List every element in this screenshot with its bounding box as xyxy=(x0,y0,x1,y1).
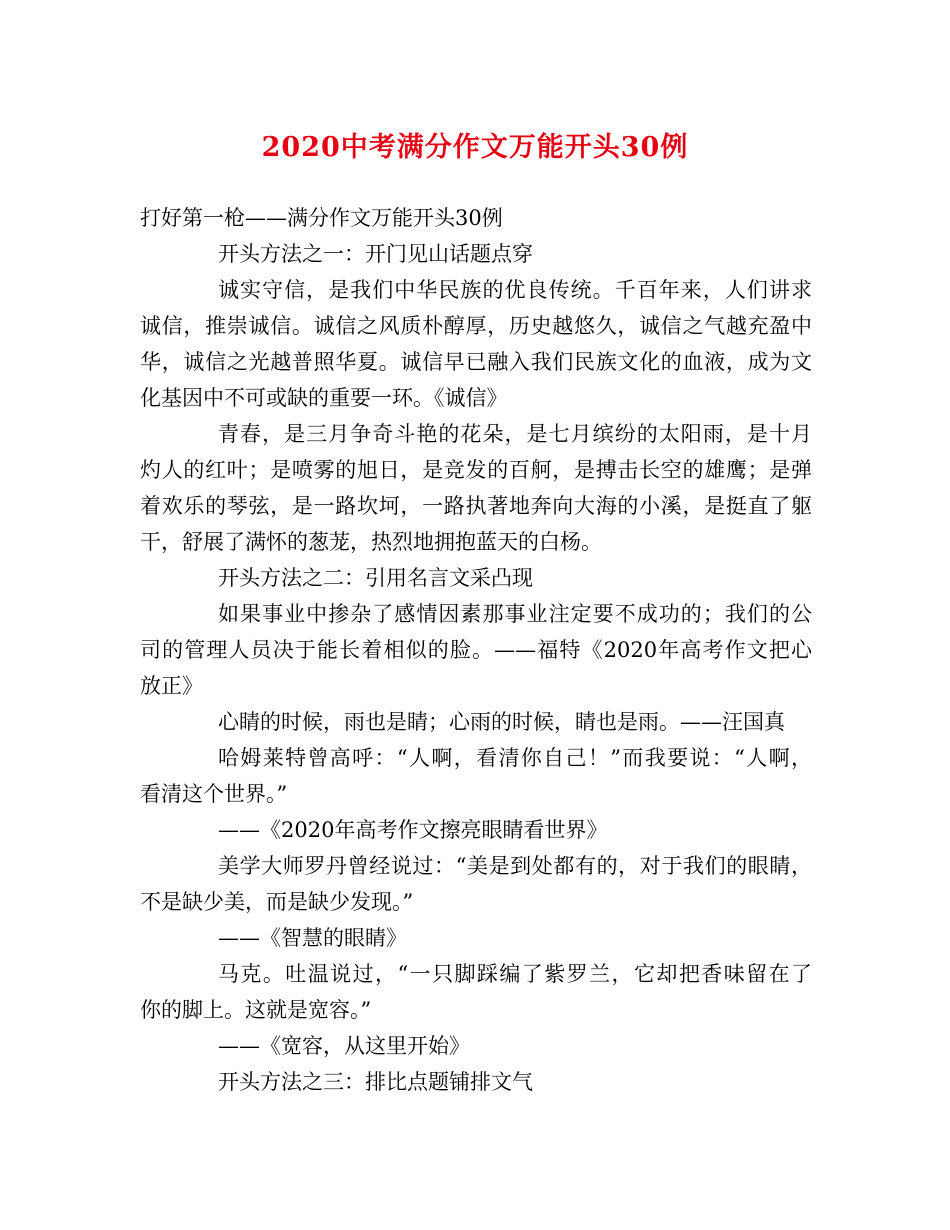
paragraph-line: 干，舒展了满怀的葱茏，热烈地拥抱蓝天的白杨。 xyxy=(140,530,602,554)
quote-source: ——《智慧的眼睛》 xyxy=(218,926,407,950)
quote-line: 哈姆莱特曾高呼：“人啊，看清你自己！”而我要说：“人啊， xyxy=(218,746,812,770)
method-heading-3: 开头方法之三：排比点题铺排文气 xyxy=(218,1070,533,1094)
paragraph-line: 诚实守信，是我们中华民族的优良传统。千百年来，人们讲求 xyxy=(218,278,812,302)
quote-line: 马克。吐温说过，“一只脚踩编了紫罗兰，它却把香味留在了 xyxy=(218,962,812,986)
quote-source: ——《2020年高考作文擦亮眼睛看世界》 xyxy=(218,818,608,842)
paragraph-line: 诚信，推崇诚信。诚信之风质朴醇厚，历史越悠久，诚信之气越充盈中 xyxy=(140,314,812,338)
paragraph-line: 灼人的红叶；是喷雾的旭日，是竞发的百舸，是搏击长空的雄鹰；是弹 xyxy=(140,458,812,482)
document-title: 2020中考满分作文万能开头30例 xyxy=(261,132,689,163)
method-heading-2: 开头方法之二：引用名言文采凸现 xyxy=(218,566,533,590)
method-heading-1: 开头方法之一：开门见山话题点穿 xyxy=(218,242,533,266)
quote-line: 心睛的时候，雨也是睛；心雨的时候，睛也是雨。——汪国真 xyxy=(218,710,785,734)
subtitle-line: 打好第一枪——满分作文万能开头30例 xyxy=(140,206,503,230)
paragraph-line: 化基因中不可或缺的重要一环。《诚信》 xyxy=(140,386,508,410)
paragraph-line: 如果事业中掺杂了感情因素那事业注定要不成功的；我们的公 xyxy=(218,602,812,626)
quote-line: 美学大师罗丹曾经说过：“美是到处都有的，对于我们的眼睛， xyxy=(218,854,812,878)
document-body xyxy=(140,200,812,1100)
quote-line: 你的脚上。这就是宽容。” xyxy=(140,998,372,1022)
paragraph-line: 着欢乐的琴弦，是一路坎坷，一路执著地奔向大海的小溪，是挺直了躯 xyxy=(140,494,812,518)
paragraph-line: 司的管理人员决于能长着相似的脸。——福特《2020年高考作文把心 xyxy=(140,638,812,662)
paragraph-line: 华，诚信之光越普照华夏。诚信早已融入我们民族文化的血液，成为文 xyxy=(140,350,812,374)
quote-line: 看清这个世界。” xyxy=(140,782,288,806)
paragraph-line: 放正》 xyxy=(140,674,203,698)
quote-line: 不是缺少美，而是缺少发现。” xyxy=(140,890,414,914)
paragraph-line: 青春，是三月争奇斗艳的花朵，是七月缤纷的太阳雨，是十月 xyxy=(218,422,812,446)
quote-source: ——《宽容，从这里开始》 xyxy=(218,1034,470,1058)
